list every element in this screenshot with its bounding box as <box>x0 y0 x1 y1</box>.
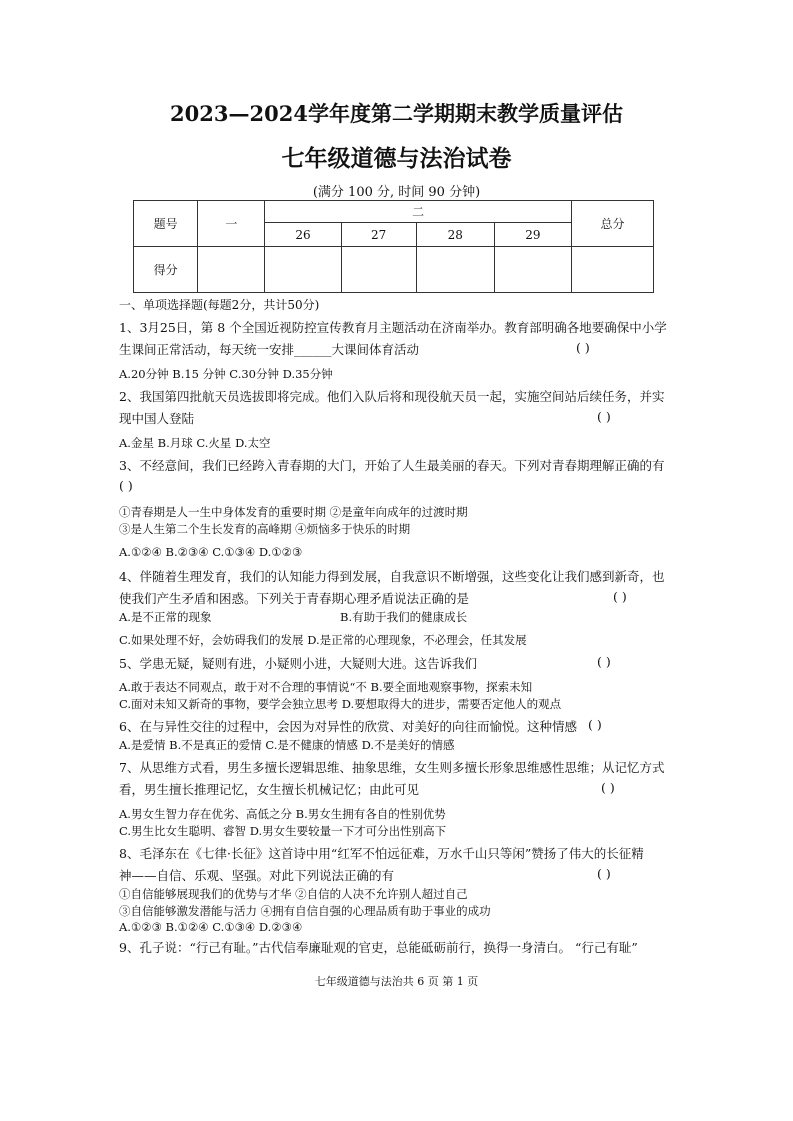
header-q26: 26 <box>265 223 341 247</box>
q6-answer-paren: ( ) <box>588 717 602 732</box>
q7-line2: 看，男生擅长推理记忆，女生擅长机械记忆；由此可见 <box>119 782 420 797</box>
score-cell <box>571 247 653 293</box>
q8-line2: 神——自信、乐观、坚强。对此下列说法正确的有 <box>119 868 395 883</box>
q1-answer-paren: ( ) <box>576 340 590 355</box>
header-part-one: 一 <box>198 201 265 247</box>
score-cell <box>198 247 265 293</box>
exam-subtitle: 七年级道德与法治试卷 <box>281 145 512 172</box>
q2-line1: 2、我国第四批航天员选拔即将完成。他们入队后将和现役航天员一起，实施空间站后续任务，并实 <box>119 389 665 404</box>
q3-statements-1: ①青春期是人一生中身体发育的重要时期 ②是童年向成年的过渡时期 <box>119 505 468 519</box>
q8-line1: 8、毛泽东在《七律·长征》这首诗中用“红军不怕远征难，万水千山只等闲”赞扬了伟大的长征精 <box>119 846 644 861</box>
q3-options: A.①②④ B.②③④ C.①③④ D.①②③ <box>119 545 303 559</box>
q7-answer-paren: ( ) <box>601 780 615 795</box>
q1-line1: 1、3月25日，第 8 个全国近视防控宣传教育月主题活动在济南举办。教育部明确各地要确保中小学 <box>119 320 667 335</box>
header-q28: 28 <box>416 223 494 247</box>
score-cell <box>265 247 341 293</box>
q5-line1: 5、学患无疑，疑则有进，小疑则小进，大疑则大进。这告诉我们 <box>119 656 477 671</box>
q4-line2: 使我们产生矛盾和困惑。下列关于青春期心理矛盾说法正确的是 <box>119 591 470 606</box>
q2-options: A.金星 B.月球 C.火星 D.太空 <box>119 436 271 450</box>
q9-line1: 9、孔子说：“行己有耻。”古代信奉廉耻观的官吏，总能砥砺前行，换得一身清白。 “行己有耻” <box>119 940 638 955</box>
q1-line2: 生课间正常活动，每天统一安排______大课间体育活动 <box>119 342 420 357</box>
q4-line1: 4、伴随着生理发育，我们的认知能力得到发展，自我意识不断增强，这些变化让我们感到新奇，也 <box>119 569 665 584</box>
score-cell <box>494 247 571 293</box>
q6-options: A.是爱情 B.不是真正的爱情 C.是不健康的情感 D.不是美好的情感 <box>119 738 455 752</box>
section-title: 一、单项选择题(每题2分，共计50分) <box>119 298 320 312</box>
q2-line2: 现中国人登陆 <box>119 411 195 426</box>
q8-options: A.①②③ B.①②④ C.①③④ D.②③④ <box>119 920 303 934</box>
q5-answer-paren: ( ) <box>597 654 611 669</box>
header-question-no: 题号 <box>134 201 198 247</box>
q4-option-cd: C.如果处理不好，会妨碍我们的发展 D.是正常的心理现象，不必理会，任其发展 <box>119 633 527 647</box>
q8-answer-paren: ( ) <box>597 866 611 881</box>
q5-options-1: A.敢于表达不同观点，敢于对不合理的事情说“不 B.要全面地观察事物，探索未知 <box>119 680 533 694</box>
q5-options-2: C.面对未知又新奇的事物，要学会独立思考 D.要想取得大的进步，需要否定他人的观点 <box>119 697 562 711</box>
q8-statements-1: ①自信能够展现我们的优势与才华 ②自信的人决不允许别人超过自己 <box>119 887 468 901</box>
header-total: 总分 <box>571 201 653 247</box>
q6-line1: 6、在与异性交往的过程中，会因为对异性的欣赏、对美好的向往而愉悦。这种情感 <box>119 719 577 734</box>
score-cell <box>341 247 416 293</box>
q3-statements-2: ③是人生第二个生长发育的高峰期 ④烦恼多于快乐的时期 <box>119 522 411 536</box>
q4-answer-paren: ( ) <box>613 589 627 604</box>
q2-answer-paren: ( ) <box>597 409 611 424</box>
score-cell <box>416 247 494 293</box>
exam-info: (满分 100 分, 时间 90 分钟) <box>312 185 481 200</box>
q1-options: A.20分钟 B.15 分钟 C.30分钟 D.35分钟 <box>119 367 333 381</box>
q7-line1: 7、从思维方式看，男生多擅长逻辑思维、抽象思维，女生则多擅长形象思维感性思维；从记忆方式 <box>119 760 665 775</box>
row-score-label: 得分 <box>134 247 198 293</box>
exam-title: 2023—2024学年度第二学期期末教学质量评估 <box>170 101 623 126</box>
q7-options-2: C.男生比女生聪明、睿智 D.男女生要较量一下才可分出性别高下 <box>119 824 447 838</box>
q7-options-1: A.男女生智力存在优劣、高低之分 B.男女生拥有各自的性别优势 <box>119 807 446 821</box>
q4-option-a: A.是不正常的现象 <box>119 610 212 624</box>
q4-option-b: B.有助于我们的健康成长 <box>340 610 468 624</box>
header-part-two: 二 <box>265 201 571 223</box>
header-q29: 29 <box>494 223 571 247</box>
page-footer: 七年级道德与法治共 6 页 第 1 页 <box>314 975 479 988</box>
q8-statements-2: ③自信能够激发潜能与活力 ④拥有自信自强的心理品质有助于事业的成功 <box>119 904 491 918</box>
q3-line2: ( ) <box>119 478 133 493</box>
q3-line1: 3、不经意间，我们已经跨入青春期的大门，开始了人生最美丽的春天。下列对青春期理解正确的有 <box>119 458 665 473</box>
score-table <box>133 200 654 293</box>
header-q27: 27 <box>341 223 416 247</box>
